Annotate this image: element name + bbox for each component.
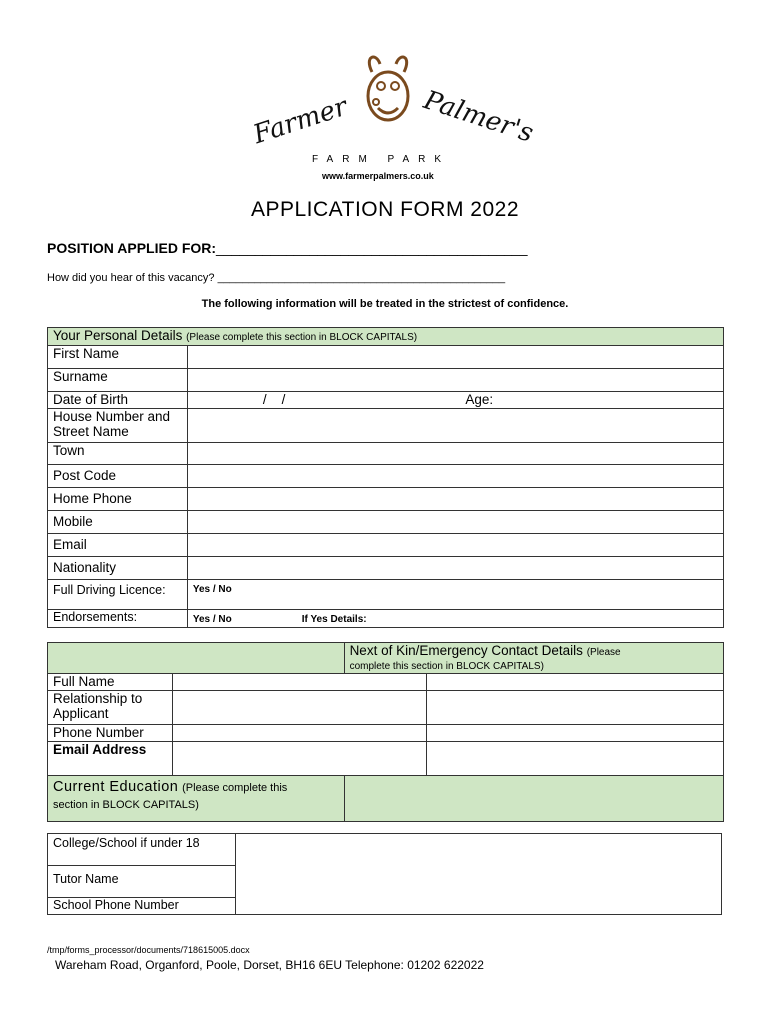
next-of-kin-table bbox=[47, 642, 724, 822]
personal-heading: Your Personal Details bbox=[53, 328, 183, 343]
logo bbox=[240, 50, 537, 190]
row-label: Phone Number bbox=[48, 725, 173, 742]
email-field[interactable] bbox=[187, 534, 723, 557]
town-field[interactable] bbox=[187, 443, 723, 465]
row-label: Email Address bbox=[48, 742, 173, 776]
row-label: Mobile bbox=[48, 511, 188, 534]
confidence-note: The following information will be treated in the strictest of confidence. bbox=[201, 298, 569, 310]
personal-note: (Please complete this section in BLOCK CAPITALS) bbox=[186, 332, 418, 343]
kin-note-a: (Please bbox=[586, 647, 621, 658]
age-label: Age: bbox=[465, 392, 494, 407]
row-label: Date of Birth bbox=[48, 392, 188, 409]
address-field[interactable] bbox=[187, 409, 723, 443]
logo-word-farmer: Farmer bbox=[249, 91, 351, 151]
kin-header-blank bbox=[48, 643, 345, 674]
form-title: APPLICATION FORM 2022 bbox=[250, 198, 520, 221]
row-label: Email bbox=[48, 534, 188, 557]
vacancy-label-text: How did you hear of this vacancy? bbox=[47, 272, 215, 284]
education-header-blank bbox=[344, 776, 723, 822]
row-label: Tutor Name bbox=[48, 866, 236, 898]
endorsements-yes-no: Yes / No bbox=[192, 614, 232, 625]
kin-note-b: complete this section in BLOCK CAPITALS) bbox=[349, 661, 544, 672]
row-label: Endorsements: bbox=[48, 610, 188, 628]
education-table bbox=[47, 833, 722, 915]
personal-header bbox=[48, 328, 724, 346]
row-label: Full Name bbox=[48, 674, 173, 691]
logo-website: www.farmerpalmers.co.uk bbox=[322, 171, 434, 181]
education-details-field[interactable] bbox=[235, 834, 721, 915]
position-line: ________________________________________ bbox=[216, 240, 528, 256]
logo-word-palmers: Palmer's bbox=[420, 85, 537, 149]
row-label: School Phone Number bbox=[48, 898, 236, 915]
kin-phone-field-2[interactable] bbox=[427, 725, 724, 742]
row-label: Relationship to Applicant bbox=[48, 691, 173, 725]
education-note-a: (Please complete this bbox=[182, 782, 288, 794]
kin-heading: Next of Kin/Emergency Contact Details bbox=[349, 643, 583, 658]
education-heading: Current Education bbox=[53, 779, 179, 795]
if-yes-label: If Yes Details: bbox=[301, 614, 367, 625]
postcode-field[interactable] bbox=[187, 465, 723, 488]
kin-phone-field[interactable] bbox=[172, 725, 427, 742]
first-name-field[interactable] bbox=[187, 346, 723, 369]
endorsements-field[interactable] bbox=[187, 610, 723, 628]
row-label: College/School if under 18 bbox=[48, 834, 236, 866]
kin-relationship-field-2[interactable] bbox=[427, 691, 724, 725]
row-label: Town bbox=[48, 443, 188, 465]
footer-address: Wareham Road, Organford, Poole, Dorset, BH16 6EU Telephone: 01202 622022 bbox=[55, 958, 484, 972]
kin-full-name-field[interactable] bbox=[172, 674, 427, 691]
row-label: Post Code bbox=[48, 465, 188, 488]
position-label-text: POSITION APPLIED FOR: bbox=[47, 240, 217, 256]
kin-full-name-field-2[interactable] bbox=[427, 674, 724, 691]
kin-email-field[interactable] bbox=[172, 742, 427, 776]
kin-email-field-2[interactable] bbox=[427, 742, 724, 776]
kin-header bbox=[344, 643, 723, 674]
vacancy-line: _______________________________________________ bbox=[217, 272, 506, 284]
driving-licence-field[interactable] bbox=[187, 580, 723, 610]
cow-face-icon bbox=[358, 50, 418, 130]
row-label: First Name bbox=[48, 346, 188, 369]
vacancy-label bbox=[47, 272, 505, 284]
personal-details-table bbox=[47, 327, 724, 628]
document-path: /tmp/forms_processor/documents/718615005.docx bbox=[47, 945, 250, 955]
kin-relationship-field[interactable] bbox=[172, 691, 427, 725]
position-label bbox=[47, 240, 528, 256]
licence-yes-no: Yes / No bbox=[192, 584, 232, 595]
education-header bbox=[48, 776, 345, 822]
row-label: Home Phone bbox=[48, 488, 188, 511]
education-note-b: section in BLOCK CAPITALS) bbox=[53, 799, 199, 811]
row-label: House Number and Street Name bbox=[48, 409, 188, 443]
nationality-field[interactable] bbox=[187, 557, 723, 580]
logo-subtitle: FARM PARK bbox=[312, 154, 451, 165]
dob-slashes: / / bbox=[262, 392, 286, 407]
home-phone-field[interactable] bbox=[187, 488, 723, 511]
surname-field[interactable] bbox=[187, 369, 723, 392]
row-label: Full Driving Licence: bbox=[48, 580, 188, 610]
row-label: Surname bbox=[48, 369, 188, 392]
row-label: Nationality bbox=[48, 557, 188, 580]
dob-field[interactable] bbox=[187, 392, 723, 409]
mobile-field[interactable] bbox=[187, 511, 723, 534]
